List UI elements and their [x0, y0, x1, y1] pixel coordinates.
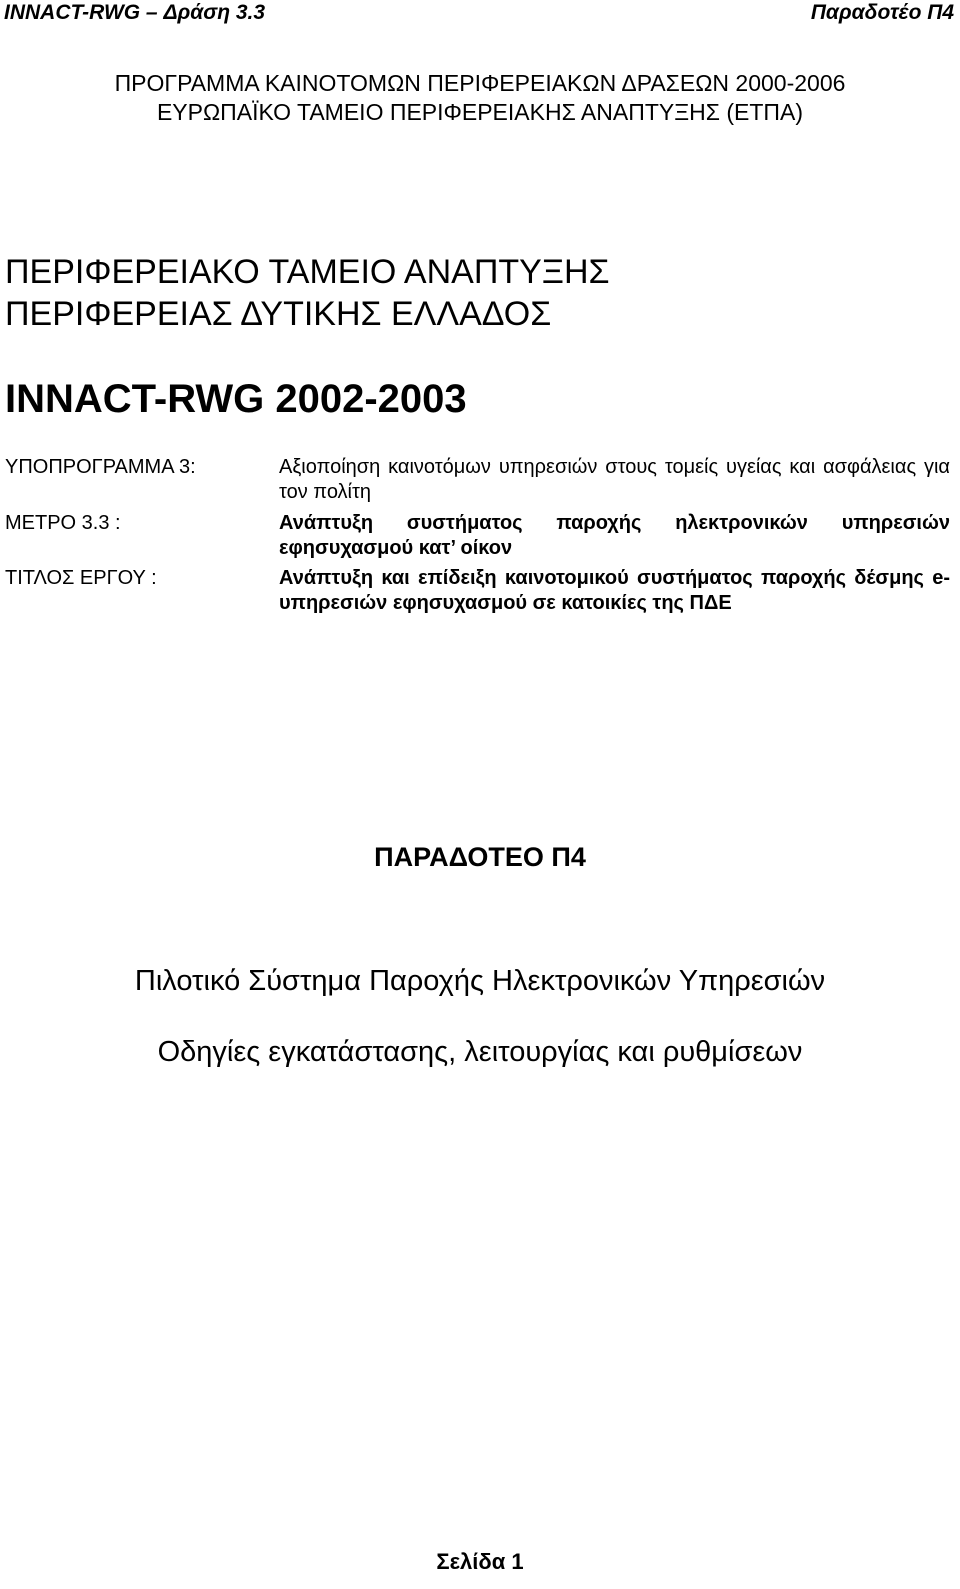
deliverable-title: ΠΑΡΑΔΟΤΕΟ Π4: [374, 842, 586, 872]
region-line-1: ΠΕΡΙΦΕΡΕΙΑΚΟ ΤΑΜΕΙΟ ΑΝΑΠΤΥΞΗΣ: [5, 253, 610, 291]
guide-title: Οδηγίες εγκατάστασης, λειτουργίας και ρυθμίσεων: [157, 1036, 803, 1068]
measure-value: Ανάπτυξη συστήματος παροχής ηλεκτρονικών υπηρεσιών εφησυχασμού κατ’ οίκον: [279, 512, 950, 559]
project-code: INNACT-RWG 2002-2003: [5, 377, 467, 421]
region-line-2: ΠΕΡΙΦΕΡΕΙΑΣ ΔΥΤΙΚΗΣ ΕΛΛΑΔΟΣ: [5, 295, 552, 333]
subprogramme-value: Αξιοποίηση καινοτόμων υπηρεσιών στους τομείς υγείας και ασφάλειας για τον πολίτη: [279, 456, 950, 503]
project-title-label: ΤΙΤΛΟΣ ΕΡΓΟΥ :: [5, 567, 157, 589]
page-number: Σελίδα 1: [436, 1549, 524, 1574]
programme-line-2: ΕΥΡΩΠΑΪΚΟ ΤΑΜΕΙΟ ΠΕΡΙΦΕΡΕΙΑΚΗΣ ΑΝΑΠΤΥΞΗΣ (ΕΤΠΑ): [156, 99, 804, 125]
header-right: Παραδοτέο Π4: [810, 1, 954, 24]
measure-label: ΜΕΤΡΟ 3.3 :: [5, 512, 121, 534]
header-left: INNACT-RWG – Δράση 3.3: [4, 1, 266, 24]
pilot-system-title: Πιλοτικό Σύστημα Παροχής Ηλεκτρονικών Υπηρεσιών: [134, 965, 826, 997]
programme-line-1: ΠΡΟΓΡΑΜΜΑ ΚΑΙΝΟΤΟΜΩΝ ΠΕΡΙΦΕΡΕΙΑΚΩΝ ΔΡΑΣΕΩΝ 2000-2006: [114, 70, 846, 96]
project-title-value: Ανάπτυξη και επίδειξη καινοτομικού συστήματος παροχής δέσμης e-υπηρεσιών εφησυχασμού σε κατοικίες της ΠΔΕ: [279, 567, 950, 614]
subprogramme-label: ΥΠΟΠΡΟΓΡΑΜΜΑ 3:: [5, 456, 196, 478]
